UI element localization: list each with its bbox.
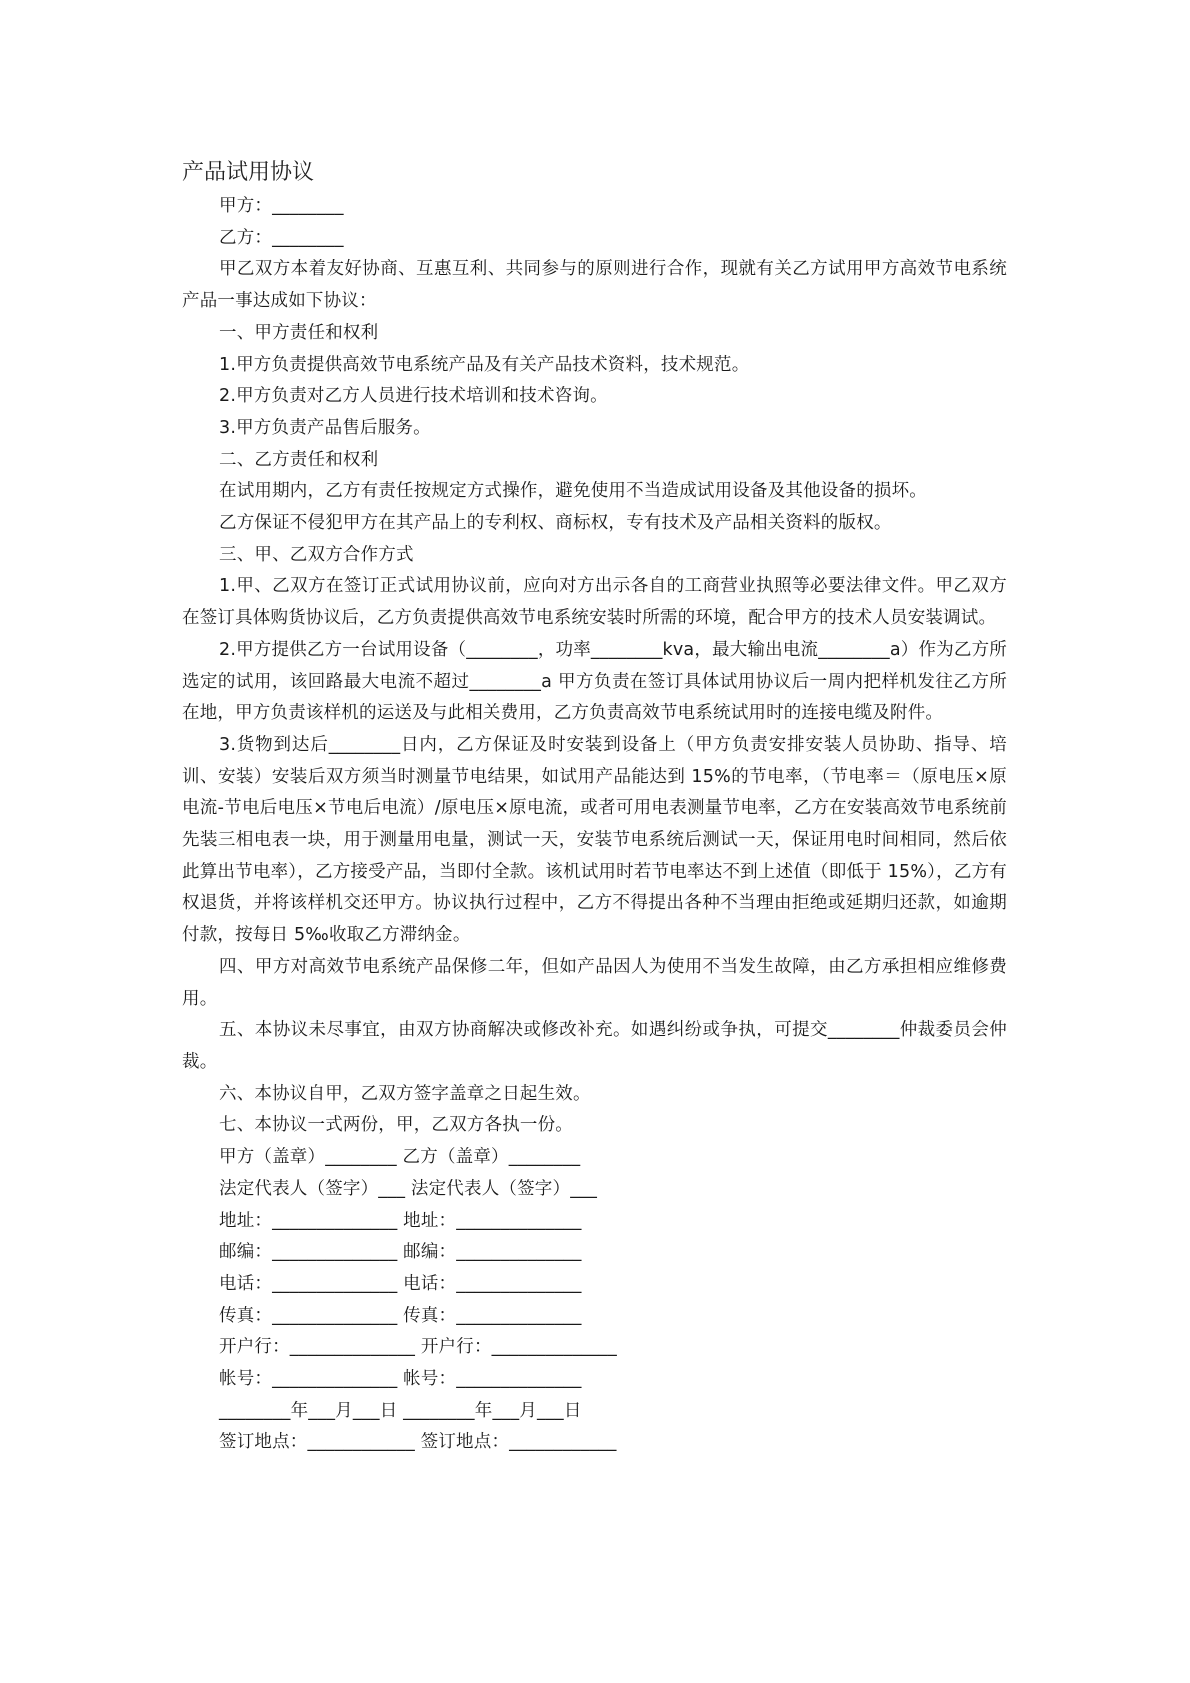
signature-phone-line: 电话：______________ 电话：______________ [219, 1273, 582, 1294]
section-5: 五、本协议未尽事宜，由双方协商解决或修改补充。如遇纠纷或争执，可提交________仲裁委员会仲裁。 [182, 1020, 1007, 1072]
clause-1-1: 1.甲方负责提供高效节电系统产品及有关产品技术资料，技术规范。 [219, 354, 750, 375]
signature-account-line: 帐号：______________ 帐号：______________ [219, 1369, 582, 1390]
section-7: 七、本协议一式两份，甲，乙双方各执一份。 [219, 1115, 573, 1136]
clause-2-2: 乙方保证不侵犯甲方在其产品上的专利权、商标权，专有技术及产品相关资料的版权。 [219, 513, 892, 534]
clause-3-3: 3.货物到达后________日内，乙方保证及时安装到设备上（甲方负责安排安装人员协助、指导、培训、安装）安装后双方须当时测量节电结果，如试用产品能达到 15%的节电率，（节电率＝（原电压×原电流-节电后电压×节电后电流）/原电压×原电流，或者可用电表测量节电率，乙方在安装高效节电系统前先装三相电表一块，用于测量用电量，测试一天，安装节电系统后测试一天，保证用电时间相同，然后依此算出节电率），乙方接受产品，当即付全款。该机试用时若节电率达不到上述值（即低于 15%），乙方有权退货，并将该样机交还甲方。协议执行过程中，乙方不得提出各种不当理由拒绝或延期归还款，如逾期付款，按每日 5‰收取乙方滞纳金。 [182, 734, 1007, 946]
signature-representative-line: 法定代表人（签字）___ 法定代表人（签字）___ [219, 1178, 598, 1199]
document-title: 产品试用协议 [182, 160, 315, 185]
clause-1-2: 2.甲方负责对乙方人员进行技术培训和技术咨询。 [219, 386, 608, 407]
section-4: 四、甲方对高效节电系统产品保修二年，但如产品因人为使用不当发生故障，由乙方承担相应维修费用。 [182, 956, 1007, 1009]
clause-1-3: 3.甲方负责产品售后服务。 [219, 417, 431, 438]
document-body [182, 191, 1007, 1459]
section-6: 六、本协议自甲，乙双方签字盖章之日起生效。 [219, 1083, 591, 1104]
section-heading-1: 一、甲方责任和权利 [219, 322, 379, 343]
clause-3-1: 1.甲、乙双方在签订正式试用协议前，应向对方出示各自的工商营业执照等必要法律文件。甲乙双方在签订具体购货协议后，乙方负责提供高效节电系统安装时所需的环境，配合甲方的技术人员安装调试。 [182, 576, 1007, 629]
signature-seal-line: 甲方（盖章）________ 乙方（盖章）________ [219, 1147, 581, 1168]
document-page [182, 155, 1007, 1459]
signature-postcode-line: 邮编：______________ 邮编：______________ [219, 1242, 582, 1263]
signature-date-line: ________年___月___日 ________年___月___日 [219, 1400, 582, 1421]
clause-3-2: 2.甲方提供乙方一台试用设备（________，功率________kva，最大输出电流________a）作为乙方所选定的试用，该回路最大电流不超过________a 甲方负责在签订具体试用协议后一周内把样机发往乙方所在地，甲方负责该样机的运送及与此相关费用，乙方负责高效节电系统试用时的连接电缆及附件。 [182, 639, 1007, 724]
section-heading-2: 二、乙方责任和权利 [219, 449, 379, 470]
signature-bank-line: 开户行：______________ 开户行：______________ [219, 1337, 617, 1358]
signature-place-line: 签订地点：____________ 签订地点：____________ [219, 1432, 617, 1453]
clause-2-1: 在试用期内，乙方有责任按规定方式操作，避免使用不当造成试用设备及其他设备的损坏。 [219, 481, 927, 502]
section-heading-3: 三、甲、乙双方合作方式 [219, 544, 414, 565]
party-b-line: 乙方：________ [219, 227, 344, 248]
signature-fax-line: 传真：______________ 传真：______________ [219, 1305, 582, 1326]
preamble: 甲乙双方本着友好协商、互惠互利、共同参与的原则进行合作，现就有关乙方试用甲方高效节电系统产品一事达成如下协议： [182, 259, 1007, 312]
signature-address-line: 地址：______________ 地址：______________ [219, 1210, 582, 1231]
party-a-line: 甲方：________ [219, 196, 344, 216]
